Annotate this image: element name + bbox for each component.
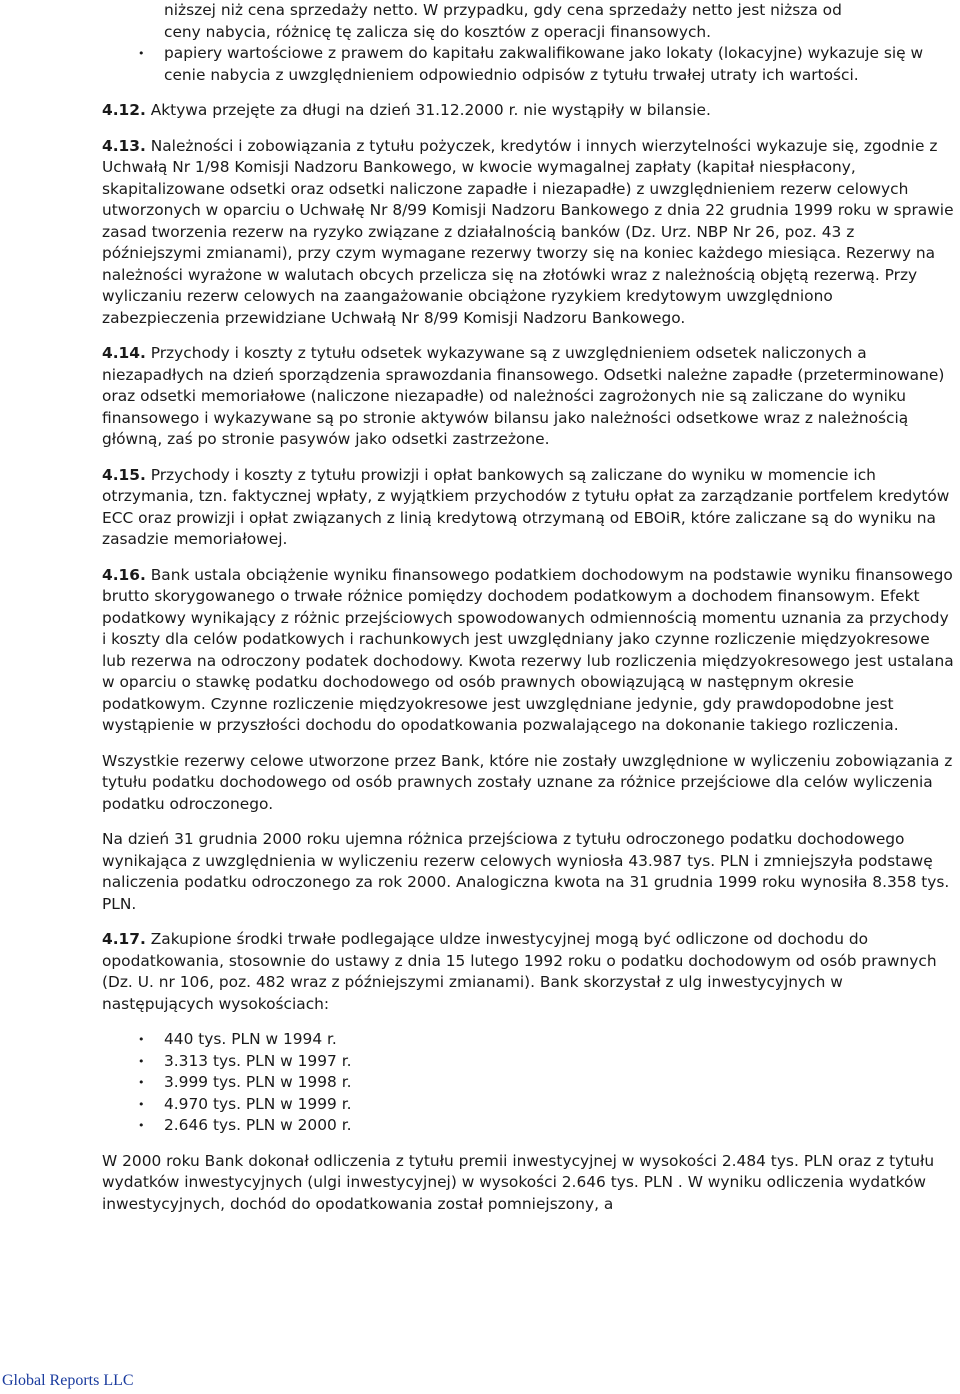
- section-number: 4.17.: [102, 930, 146, 948]
- list-item: • 2.646 tys. PLN w 2000 r.: [102, 1115, 954, 1137]
- bullet-securities: • papiery wartościowe z prawem do kapitału zakwalifikowane jako lokaty (lokacyjne) wykazuje się w cenie nabycia z uwzględnieniem odpowiednio odpisów z tytułu trwałej utraty ich wartości.: [102, 43, 954, 86]
- section-number: 4.13.: [102, 136, 146, 155]
- section-text: Zakupione środki trwałe podlegające uldze inwestycyjnej mogą być odliczone od dochodu do opodatkowania, stosownie do ustawy z dnia 15 lutego 1992 roku o podatku dochodowym od osób prawnych (Dz. U. nr 106, poz. 482 wraz z późniejszymi zmianami). Bank skorzystał z ulg inwestycyjnych w następujących wysokościach:: [102, 930, 937, 1013]
- section-4-16: [102, 565, 954, 737]
- section-text: Bank ustala obciążenie wyniku finansowego podatkiem dochodowym na podstawie wyniku finansowego brutto skorygowanego o trwałe różnice pomiędzy dochodem podatkowym a dochodem finansowym. Efekt podatkowy wynikający z różnic przejściowych spowodowanych odmiennością momentu uznania za przychody i koszty dla celów podatkowych i rachunkowych jest uwzględniany jako czynne rozliczenie międzyokresowe lub rezerwa na odroczony podatek dochodowy. Kwota rezerwy lub rozliczenia międzyokresowego jest ustalana w oparciu o stawkę podatku dochodowego od osób prawnych obowiązującą w następnym okresie podatkowym. Czynne rozliczenie międzyokresowe jest uwzględniane jedynie, gdy prawdopodobne jest wystąpienie w przyszłości dochodu do opodatkowania pozwalającego na dokonanie takiego rozliczenia.: [102, 565, 954, 734]
- section-number: 4.15.: [102, 465, 146, 484]
- section-4-14: [102, 343, 954, 451]
- list-item: • 4.970 tys. PLN w 1999 r.: [102, 1094, 954, 1116]
- continued-line-2: ceny nabycia, różnicę tę zalicza się do kosztów z operacji finansowych.: [164, 22, 712, 41]
- list-item: • 3.313 tys. PLN w 1997 r.: [102, 1051, 954, 1073]
- list-item: • 440 tys. PLN w 1994 r.: [102, 1029, 954, 1051]
- continued-text: [102, 0, 954, 43]
- list-item: • 3.999 tys. PLN w 1998 r.: [102, 1072, 954, 1094]
- section-text: Aktywa przejęte za długi na dzień 31.12.2000 r. nie wystąpiły w bilansie.: [145, 101, 711, 119]
- continued-line-1: niższej niż cena sprzedaży netto. W przypadku, gdy cena sprzedaży netto jest niższa od: [164, 1, 842, 19]
- section-text: Przychody i koszty z tytułu prowizji i opłat bankowych są zaliczane do wyniku w momencie ich otrzymania, tzn. faktycznej wpłaty, z wyjątkiem przychodów z tytułu opłat za zarządzanie portfelem kredytów ECC oraz prowizji i opłat związanych z linią kredytową otrzymaną od EBOiR, które zaliczane są do wyniku na zasadzie memoriałowej.: [102, 465, 950, 548]
- section-4-15: [102, 465, 954, 551]
- section-4-17: [102, 929, 954, 1015]
- footer-brand: Global Reports LLC: [2, 1372, 134, 1389]
- section-number: 4.12.: [102, 101, 146, 119]
- section-number: 4.16.: [102, 565, 146, 584]
- paragraph-final: W 2000 roku Bank dokonał odliczenia z tytułu premii inwestycyjnej w wysokości 2.484 tys. PLN oraz z tytułu wydatków inwestycyjnych (ulgi inwestycyjnej) w wysokości 2.646 tys. PLN . W wyniku odliczenia wydatków inwestycyjnych, dochód do opodatkowania został pomniejszony, a: [102, 1151, 935, 1213]
- relief-list: [102, 1029, 954, 1137]
- paragraph-reserves: Wszystkie rezerwy celowe utworzone przez Bank, które nie zostały uwzględnione w wyliczeniu zobowiązania z tytułu podatku dochodowego od osób prawnych zostały uznane za różnice przejściowe dla celów wyliczenia podatku odroczonego.: [102, 751, 953, 813]
- section-text: Przychody i koszty z tytułu odsetek wykazywane są z uwzględnieniem odsetek naliczonych a niezapadłych na dzień sporządzenia sprawozdania finansowego. Odsetki należne zapadłe (przeterminowane) oraz odsetki memoriałowe (naliczone niezapadłe) od należności zagrożonych nie są zaliczane do wyniku finansowego i wykazywane są po stronie aktywów bilansu jako należności odsetkowe wraz z należnością główną, zaś po stronie pasywów jako odsetki zastrzeżone.: [102, 344, 945, 448]
- section-4-12: [102, 100, 954, 122]
- section-text: Należności i zobowiązania z tytułu pożyczek, kredytów i innych wierzytelności wykazuje się, zgodnie z Uchwałą Nr 1/98 Komisji Nadzoru Bankowego, w kwocie wymagalnej zapłaty (kapitał niespłacony, skapitalizowane odsetki oraz odsetki naliczone zapadłe i niezapadłe) z uwzględnieniem rezerw celowych utworzonych w oparciu o Uchwałę Nr 8/99 Komisji Nadzoru Bankowego z dnia 22 grudnia 1999 roku w sprawie zasad tworzenia rezerw na ryzyko związane z działalnością banków (Dz. Urz. NBP Nr 26, poz. 43 z późniejszymi zmianami), przy czym wymagane rezerwy tworzy się na koniec każdego miesiąca. Rezerwy na należności wyrażone w walutach obcych przelicza się na złotówki wraz z należnością objętą rezerwą. Przy wyliczaniu rezerw celowych na zaangażowanie obciążone ryzykiem kredytowym uwzględniono zabezpieczenia przewidziane Uchwałą Nr 8/99 Komisji Nadzoru Bankowego.: [102, 136, 954, 327]
- document-page: [102, 0, 954, 1215]
- section-number: 4.14.: [102, 344, 146, 362]
- section-4-13: [102, 136, 954, 330]
- paragraph-2000-difference: Na dzień 31 grudnia 2000 roku ujemna różnica przejściowa z tytułu odroczonego podatku dochodowego wynikająca z uwzględnienia w wyliczeniu rezerw celowych wyniosła 43.987 tys. PLN i zmniejszyła podstawę naliczenia podatku odroczonego za rok 2000. Analogiczna kwota na 31 grudnia 1999 roku wynosiła 8.358 tys. PLN.: [102, 830, 950, 913]
